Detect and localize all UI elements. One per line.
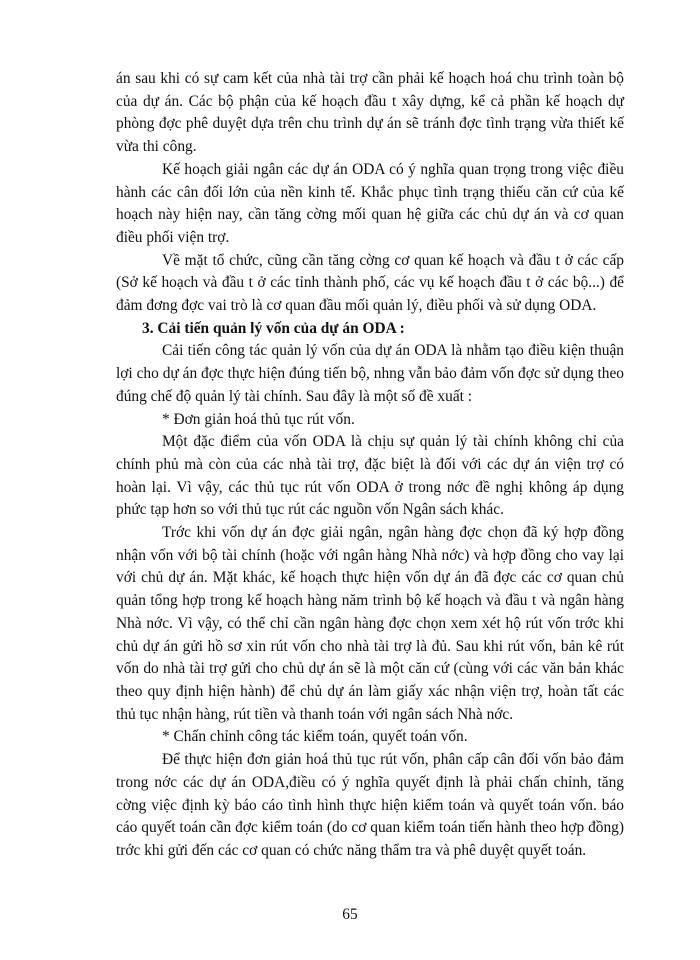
bullet-item: * Chấn chỉnh công tác kiểm toán, quyết toán vốn. xyxy=(162,728,468,746)
paragraph: Để thực hiện đơn giản hoá thủ tục rút vốn, phân cấp cân đối vốn bảo đảm trong nớc các dự án ODA,điều có ý nghĩa quyết định là phải chấn chỉnh, tăng cờng việc định kỳ báo cáo tình hình thực hiện kiểm toán và quyết toán vốn. báo cáo quyết toán cần đợc kiểm toán (do cơ quan kiểm toán tiến hành theo hợp đồng) trớc khi gửi đến các cơ quan có chức năng thẩm tra và phê duyệt quyết toán. xyxy=(116,751,624,859)
paragraph: Kế hoạch giải ngân các dự án ODA có ý nghĩa quan trọng trong việc điều hành các cân đối lớn của nền kinh tế. Khắc phục tình trạng thiếu căn cứ của kế hoạch này hiện nay, cần tăng cờng mối quan hệ giữa các chủ dự án và cơ quan điều phối viện trợ. xyxy=(116,160,624,246)
page-number: 65 xyxy=(342,906,358,923)
paragraph: Về mặt tổ chức, cũng cần tăng cờng cơ quan kế hoạch và đầu t ở các cấp (Sở kế hoạch và đầu t ở các tỉnh thành phố, các vụ kế hoạch đầu t ở các bộ...) để đảm đơng đợc vai trò là cơ quan đầu mối quản lý, điều phối và sử dụng ODA. xyxy=(116,251,624,315)
paragraph: Cải tiến công tác quản lý vốn của dự án ODA là nhằm tạo điều kiện thuận lợi cho dự án đợc thực hiện đúng tiến bộ, nhng vẫn bảo đảm vốn đợc sử dụng theo đúng chế độ quản lý tài chính. Sau đây là một số đề xuất : xyxy=(116,342,624,405)
bullet-item: * Đơn giản hoá thủ tục rút vốn. xyxy=(162,410,355,428)
section-heading: 3. Cải tiến quản lý vốn của dự án ODA : xyxy=(142,319,405,337)
paragraph: án sau khi có sự cam kết của nhà tài trợ cần phải kế hoạch hoá chu trình toàn bộ của dự án. Các bộ phận của kế hoạch đầu t xây dựng, kể cả phần kế hoạch dự phòng đợc phê duyệt dựa trên chu trình dự án sẽ tránh đợc tình trạng vừa thiết kế vừa thi công. xyxy=(116,70,624,156)
document-page xyxy=(116,68,624,863)
paragraph: Trớc khi vốn dự án đợc giải ngân, ngân hàng đợc chọn đã ký hợp đồng nhận vốn với bộ tài chính (hoặc với ngân hàng Nhà nớc) và hợp đồng cho vay lại với chủ dự án. Mặt khác, kế hoạch thực hiện vốn dự án đã đợc các cơ quan chủ quản tổng hợp trong kế hoạch hàng năm trình bộ kế hoạch và đầu t và ngân hàng Nhà nớc. Vì vậy, có thể chỉ cần ngân hàng đợc chọn xem xét hộ rút vốn trớc khi chủ dự án gửi hồ sơ xin rút vốn cho nhà tài trợ là đủ. Sau khi rút vốn, bản kê rút vốn do nhà tài trợ gửi cho chủ dự án sẽ là một căn cứ (cùng với các văn bản khác theo quy định hiện hành) để chủ dự án làm giấy xác nhận viện trợ, hoàn tất các thủ tục nhận hàng, rút tiền và thanh toán với ngân sách Nhà nớc. xyxy=(116,524,624,723)
paragraph: Một đặc điểm của vốn ODA là chịu sự quản lý tài chính không chỉ của chính phủ mà còn của các nhà tài trợ, đặc biệt là đối với các dự án viện trợ có hoàn lại. Vì vậy, các thủ tục rút vốn ODA ở trong nớc đề nghị không áp dụng phức tạp hơn so với thủ tục rút các nguồn vốn Ngân sách khác. xyxy=(116,433,624,519)
